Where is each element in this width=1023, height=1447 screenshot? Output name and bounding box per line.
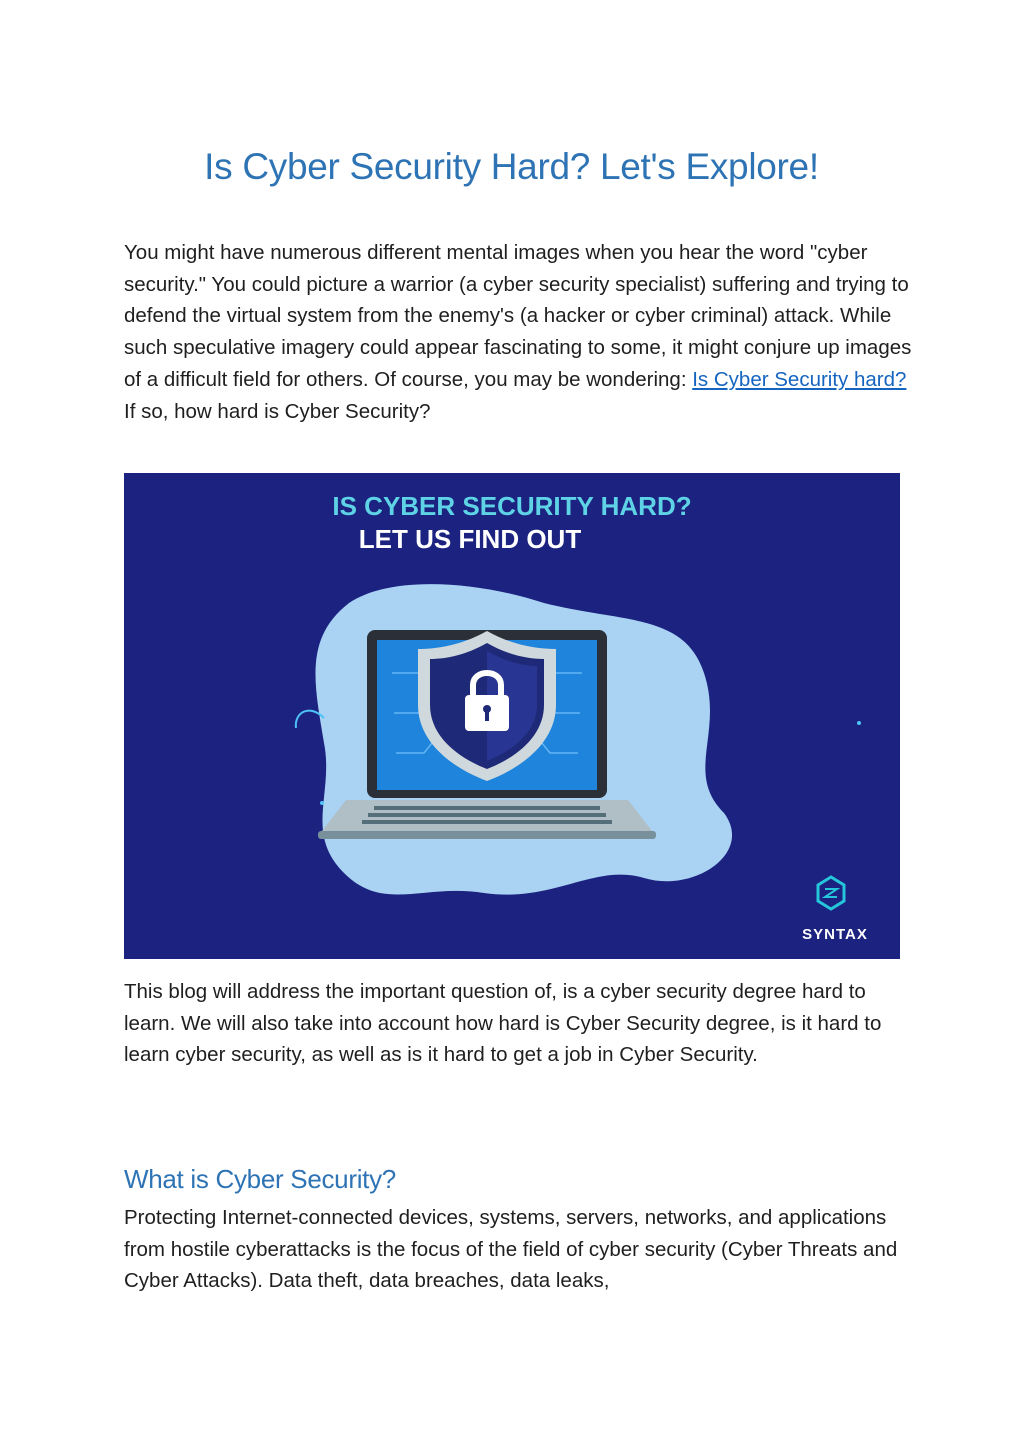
brand-name: SYNTAX (802, 926, 868, 943)
intro-text-end: If so, how hard is Cyber Security? (124, 399, 431, 423)
blog-paragraph: This blog will address the important question of, is a cyber security degree hard to learn. We will also take into account how hard is Cyber Security degree, is it hard to learn cyber security, as well as is it hard to get a job in Cyber Security. (124, 980, 882, 1067)
section-heading: What is Cyber Security? (124, 1164, 396, 1194)
hero-image (124, 473, 900, 959)
section-paragraph: Protecting Internet-connected devices, systems, servers, networks, and applications from hostile cyberattacks is the focus of the field of cyber security (Cyber Threats and Cyber Attacks). Data theft, data breaches, data leaks, (124, 1206, 898, 1293)
page-title: Is Cyber Security Hard? Let's Explore! (204, 146, 819, 187)
intro-paragraph (124, 237, 914, 427)
hero-headline-1: IS CYBER SECURITY HARD? (332, 491, 692, 521)
intro-text: You might have numerous different mental images when you hear the word "cyber security." You could picture a warrior (a cyber security specialist) suffering and trying to defend the virtual system from the enemy's (a hacker or cyber criminal) attack. While such speculative imagery could appear fascinating to some, it might conjure up images of a difficult field for others. Of course, you may be wondering: (124, 241, 912, 391)
is-cyber-security-hard-link[interactable]: Is Cyber Security hard? (692, 367, 907, 391)
hero-headline-2: LET US FIND OUT (358, 524, 582, 554)
